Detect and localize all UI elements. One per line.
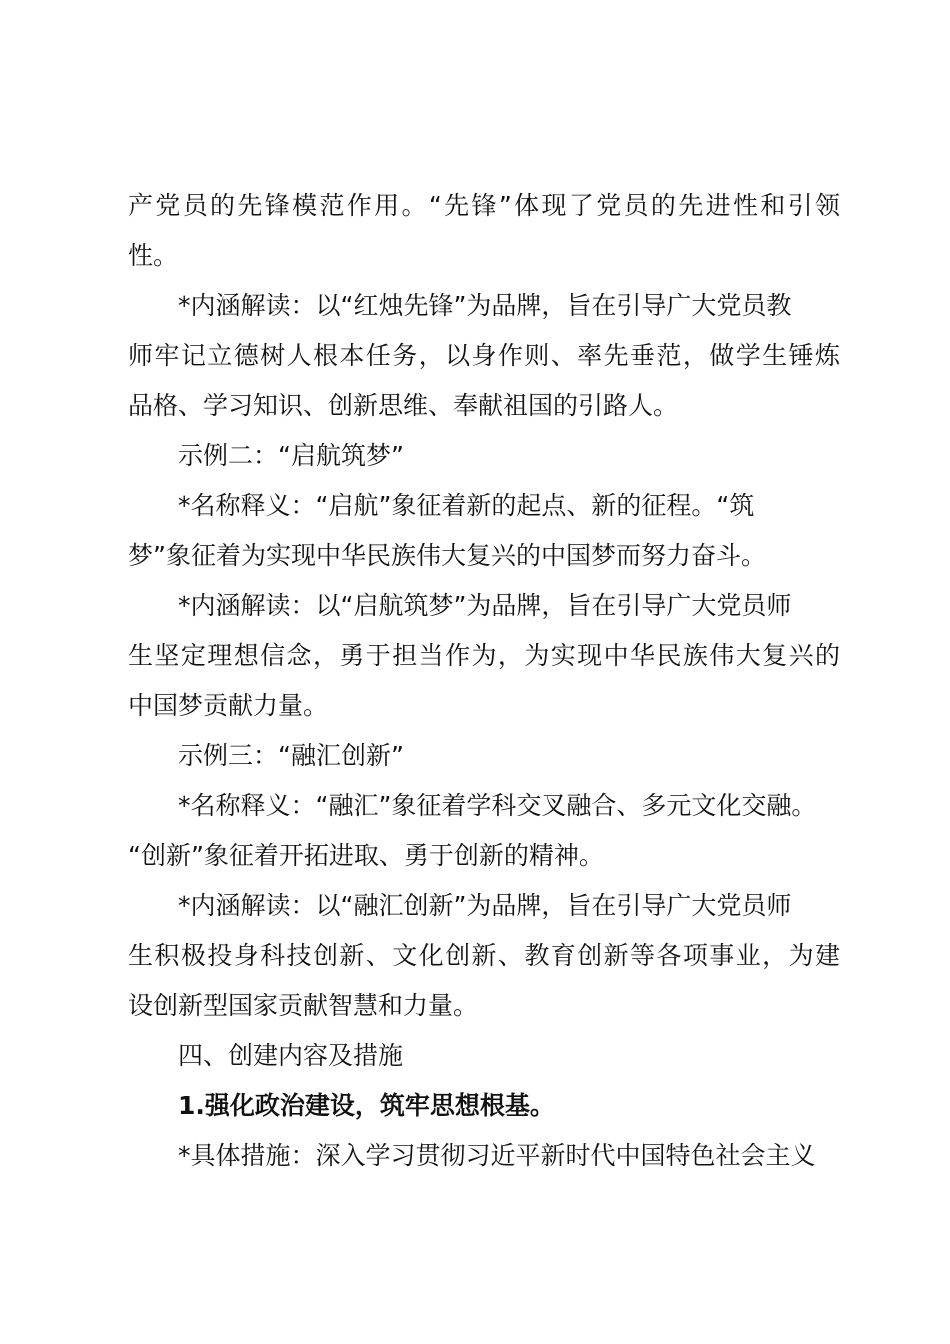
paragraph-line: “创新”象征着开拓进取、勇于创新的精神。 <box>128 841 604 870</box>
paragraph-line: 中国梦贡献力量。 <box>128 691 329 720</box>
paragraph-line: *名称释义：“融汇”象征着学科交叉融合、多元文化交融。 <box>178 791 817 820</box>
paragraph-line: *名称释义：“启航”象征着新的起点、新的征程。“筑 <box>178 491 755 520</box>
paragraph-line: *具体措施：深入学习贯彻习近平新时代中国特色社会主义 <box>178 1141 816 1170</box>
example-heading: 示例二：“启航筑梦” <box>178 441 404 470</box>
example-heading: 示例三：“融汇创新” <box>178 741 404 770</box>
paragraph-line: *内涵解读：以“融汇创新”为品牌，旨在引导广大党员师 <box>178 891 792 920</box>
paragraph-line: 产党员的先锋模范作用。“先锋”体现了党员的先进性和引领 <box>128 191 840 220</box>
paragraph-line: 品格、学习知识、创新思维、奉献祖国的引路人。 <box>128 391 679 420</box>
paragraph-line: 设创新型国家贡献智慧和力量。 <box>128 991 479 1020</box>
paragraph-line: *内涵解读：以“启航筑梦”为品牌，旨在引导广大党员师 <box>178 591 792 620</box>
paragraph-line: 梦”象征着为实现中华民族伟大复兴的中国梦而努力奋斗。 <box>128 541 766 570</box>
paragraph-line: 生积极投身科技创新、文化创新、教育创新等各项事业，为建 <box>128 941 840 970</box>
paragraph-line: *内涵解读：以“红烛先锋”为品牌，旨在引导广大党员教 <box>178 291 792 320</box>
paragraph-line: 生坚定理想信念，勇于担当作为，为实现中华民族伟大复兴的 <box>128 641 840 670</box>
document-body <box>128 181 840 1181</box>
paragraph-line: 性。 <box>128 241 179 270</box>
subsection-heading: 1.强化政治建设，筑牢思想根基。 <box>178 1091 555 1120</box>
section-heading: 四、创建内容及措施 <box>178 1041 404 1070</box>
paragraph-line: 师牢记立德树人根本任务，以身作则、率先垂范，做学生锤炼 <box>128 341 840 370</box>
